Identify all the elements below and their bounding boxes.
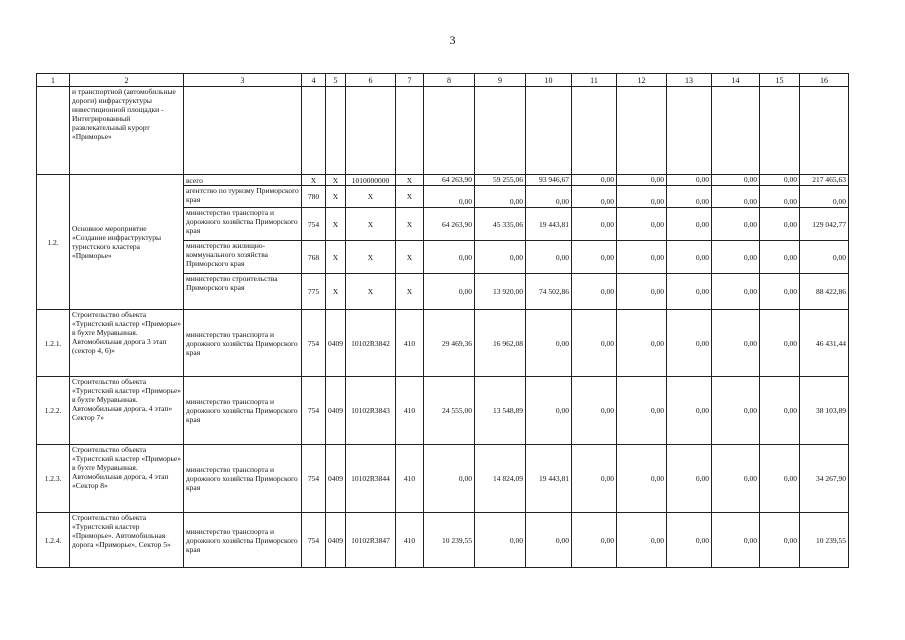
activity-name: Строительство объекта «Туристский кластер «Приморье» в бухте Муравьиная. Автомобильная дорога, 4 этап «Сектор 8» — [70, 445, 184, 513]
table-cell: 0,00 — [617, 208, 667, 241]
table-cell: 0,00 — [475, 186, 526, 208]
column-header: 8 — [424, 74, 475, 87]
column-header: 2 — [70, 74, 184, 87]
table-cell: 0,00 — [712, 241, 760, 274]
table-cell: 46 431,44 — [800, 310, 849, 377]
table-cell: 13 920,00 — [475, 274, 526, 310]
table-cell: 0,00 — [712, 186, 760, 208]
table-cell: 64 263,90 — [424, 175, 475, 186]
table-cell: 10 239,55 — [800, 513, 849, 568]
org-cell: министерство жилищно-коммунального хозяйства Приморского края — [184, 241, 302, 274]
table-cell: 0,00 — [617, 310, 667, 377]
row-number: 1.2.3. — [37, 445, 70, 513]
org-cell: министерство транспорта и дорожного хозяйства Приморского края — [184, 445, 302, 513]
table-cell: 0,00 — [526, 310, 572, 377]
table-cell: 10102R3843 — [346, 377, 396, 445]
table-cell: 10102R3842 — [346, 310, 396, 377]
table-cell: 217 465,63 — [800, 175, 849, 186]
table-cell: 14 824,09 — [475, 445, 526, 513]
column-header: 12 — [617, 74, 667, 87]
table-cell: 0,00 — [424, 445, 475, 513]
table-cell: 768 — [302, 241, 326, 274]
table-cell: 45 335,06 — [475, 208, 526, 241]
table-cell: 0,00 — [760, 377, 800, 445]
column-header: 16 — [800, 74, 849, 87]
row-number: 1.2.1. — [37, 310, 70, 377]
table-cell: 0,00 — [572, 274, 617, 310]
table-cell: 19 443,81 — [526, 445, 572, 513]
table-cell: Х — [326, 175, 346, 186]
table-cell: 0,00 — [667, 186, 712, 208]
column-header: 7 — [396, 74, 424, 87]
table-cell: 29 469,36 — [424, 310, 475, 377]
table-cell: 0,00 — [526, 241, 572, 274]
table-cell: 0,00 — [667, 310, 712, 377]
column-header: 9 — [475, 74, 526, 87]
org-cell: министерство строительства Приморского края — [184, 274, 302, 310]
table-cell: 754 — [302, 377, 326, 445]
table-cell: 0,00 — [800, 241, 849, 274]
table-cell: 754 — [302, 208, 326, 241]
activity-name: Строительство объекта «Туристский кластер «Приморье» в бухте Муравьиная. Автомобильная дорога 3 этап (сектор 4, 6)» — [70, 310, 184, 377]
column-header: 11 — [572, 74, 617, 87]
table-cell: 0409 — [326, 513, 346, 568]
empty-cell — [37, 87, 70, 175]
table-cell: 0,00 — [712, 445, 760, 513]
table-cell: 0,00 — [424, 274, 475, 310]
table-cell: 0,00 — [712, 175, 760, 186]
table-cell: Х — [396, 274, 424, 310]
table-cell: 0,00 — [617, 186, 667, 208]
table-cell: 64 263,90 — [424, 208, 475, 241]
table-cell: 59 255,06 — [475, 175, 526, 186]
table-cell: 0,00 — [475, 241, 526, 274]
table-cell: Х — [346, 274, 396, 310]
activity-name: Строительство объекта «Туристский кластер «Приморье». Автомобильная дорога «Приморье», Сектор 5» — [70, 513, 184, 568]
table-cell: 0,00 — [617, 377, 667, 445]
table-cell: 88 422,86 — [800, 274, 849, 310]
table-cell: 13 548,89 — [475, 377, 526, 445]
table-cell: 0,00 — [475, 513, 526, 568]
table-cell: 780 — [302, 186, 326, 208]
table-cell: 0,00 — [760, 241, 800, 274]
org-cell: министерство транспорта и дорожного хозяйства Приморского края — [184, 377, 302, 445]
table-cell: Х — [346, 186, 396, 208]
table-cell: 0,00 — [617, 513, 667, 568]
column-header: 15 — [760, 74, 800, 87]
org-cell: министерство транспорта и дорожного хозяйства Приморского края — [184, 513, 302, 568]
column-header: 3 — [184, 74, 302, 87]
table-row — [37, 310, 849, 377]
table-cell: 0409 — [326, 377, 346, 445]
table-cell: 24 555,00 — [424, 377, 475, 445]
table-cell: 0,00 — [667, 175, 712, 186]
org-cell: министерство транспорта и дорожного хозяйства Приморского края — [184, 208, 302, 241]
table-cell: 0,00 — [667, 241, 712, 274]
table-cell: Х — [396, 186, 424, 208]
table-cell: 0,00 — [712, 208, 760, 241]
table-cell: 0,00 — [617, 445, 667, 513]
table-cell: Х — [326, 241, 346, 274]
table-cell: 10102R3847 — [346, 513, 396, 568]
table-cell: Х — [396, 241, 424, 274]
table-cell: 410 — [396, 513, 424, 568]
table-cell: 38 103,89 — [800, 377, 849, 445]
table-cell: 0,00 — [667, 377, 712, 445]
table-cell: 0,00 — [572, 513, 617, 568]
table-cell: Х — [346, 241, 396, 274]
row-number: 1.2.4. — [37, 513, 70, 568]
column-header: 13 — [667, 74, 712, 87]
row-number: 1.2. — [37, 175, 70, 310]
table-cell: 19 443,81 — [526, 208, 572, 241]
table-cell: 74 502,86 — [526, 274, 572, 310]
table-cell: 129 042,77 — [800, 208, 849, 241]
table-cell: 10 239,55 — [424, 513, 475, 568]
table-cell: 0,00 — [617, 274, 667, 310]
table-cell: 0,00 — [760, 310, 800, 377]
org-cell: всего — [184, 175, 302, 186]
column-header: 6 — [346, 74, 396, 87]
program-funding-table — [36, 73, 849, 568]
table-row — [37, 445, 849, 513]
table-cell: 0,00 — [667, 445, 712, 513]
table-cell: 0,00 — [526, 186, 572, 208]
table-cell: 0,00 — [712, 274, 760, 310]
table-cell: 0,00 — [667, 208, 712, 241]
table-cell: 0,00 — [572, 310, 617, 377]
column-header: 5 — [326, 74, 346, 87]
table-cell: 0,00 — [760, 513, 800, 568]
continuation-row — [37, 87, 849, 175]
table-cell: 0,00 — [760, 175, 800, 186]
table-cell: 1010000000 — [346, 175, 396, 186]
table-cell: 0,00 — [760, 208, 800, 241]
activity-name: Строительство объекта «Туристский кластер «Приморье» в бухте Муравьиная. Автомобильная дорога, 4 этап» Сектор 7» — [70, 377, 184, 445]
table-cell: 754 — [302, 310, 326, 377]
table-cell: Х — [326, 186, 346, 208]
table-cell: 0,00 — [526, 513, 572, 568]
table-cell: 0,00 — [572, 186, 617, 208]
table-row — [37, 377, 849, 445]
table-cell: 0,00 — [572, 208, 617, 241]
table-cell: 0,00 — [617, 241, 667, 274]
table-row — [37, 175, 849, 186]
table-cell: 0,00 — [572, 445, 617, 513]
table-cell: 775 — [302, 274, 326, 310]
table-cell: 93 946,67 — [526, 175, 572, 186]
table-cell: 754 — [302, 445, 326, 513]
org-cell: агентство по туризму Приморского края — [184, 186, 302, 208]
table-cell: 0,00 — [572, 241, 617, 274]
table-cell: 0,00 — [572, 377, 617, 445]
row-number: 1.2.2. — [37, 377, 70, 445]
table-row — [37, 513, 849, 568]
table-cell: 0,00 — [760, 445, 800, 513]
table-cell: 0,00 — [424, 186, 475, 208]
table-cell: 410 — [396, 445, 424, 513]
table-cell: Х — [326, 274, 346, 310]
table-cell: 10102R3844 — [346, 445, 396, 513]
table-cell: 0,00 — [712, 310, 760, 377]
column-header: 4 — [302, 74, 326, 87]
table-cell: Х — [396, 208, 424, 241]
table-cell: 0,00 — [667, 513, 712, 568]
column-number-row — [37, 74, 849, 87]
continuation-text: и транспортной (автомобильные дороги) инфраструктуры инвестиционной площадки - Интегрированный развлекательный курорт «Приморье» — [70, 87, 184, 175]
table-cell: 0,00 — [526, 377, 572, 445]
table-cell: 0409 — [326, 310, 346, 377]
table-cell: 0,00 — [712, 513, 760, 568]
column-header: 10 — [526, 74, 572, 87]
page-number: 3 — [449, 33, 456, 47]
column-header: 14 — [712, 74, 760, 87]
table-cell: Х — [346, 208, 396, 241]
table-cell: 0,00 — [760, 186, 800, 208]
table-cell: Х — [302, 175, 326, 186]
column-header: 1 — [37, 74, 70, 87]
table-cell: 0,00 — [760, 274, 800, 310]
table-cell: 0,00 — [800, 186, 849, 208]
org-cell: министерство транспорта и дорожного хозяйства Приморского края — [184, 310, 302, 377]
table-cell: 754 — [302, 513, 326, 568]
table-cell: 0409 — [326, 445, 346, 513]
table-cell: 410 — [396, 310, 424, 377]
table-cell: 0,00 — [712, 377, 760, 445]
table-cell: 0,00 — [667, 274, 712, 310]
table-cell: 0,00 — [617, 175, 667, 186]
table-cell: Х — [396, 175, 424, 186]
table-cell: 16 962,08 — [475, 310, 526, 377]
table-cell: 0,00 — [424, 241, 475, 274]
table-cell: 410 — [396, 377, 424, 445]
table-cell: 0,00 — [572, 175, 617, 186]
table-cell: Х — [326, 208, 346, 241]
activity-name: Основное мероприятие «Создание инфраструктуры туристского кластера «Приморье» — [70, 175, 184, 310]
table-cell: 34 267,90 — [800, 445, 849, 513]
